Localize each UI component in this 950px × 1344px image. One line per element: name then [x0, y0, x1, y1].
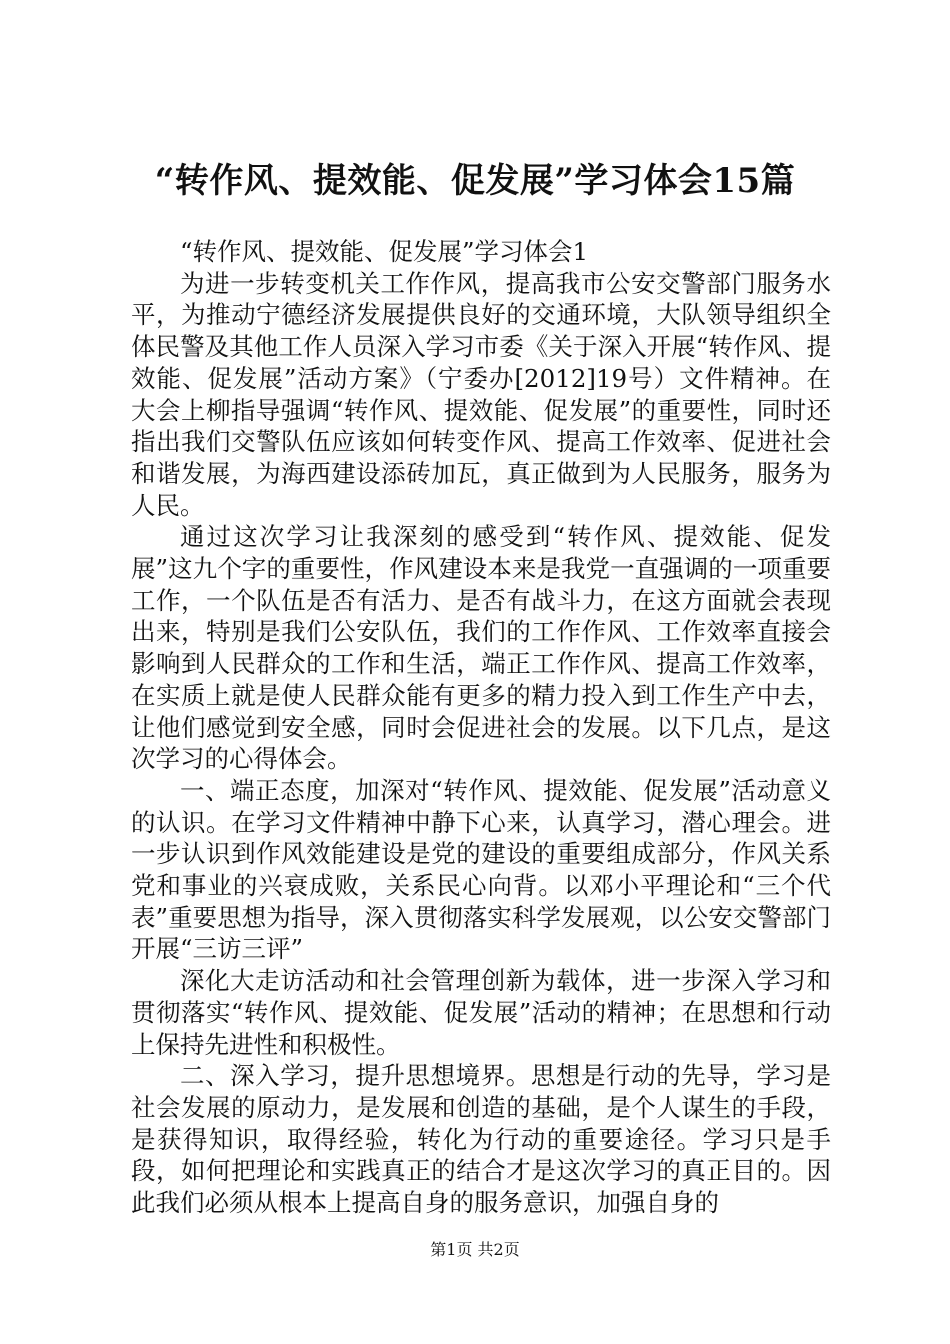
section-heading: “转作风、提效能、促发展”学习体会1 [180, 237, 589, 266]
body-paragraph: 为进一步转变机关工作作风，提高我市公安交警部门服务水平，为推动宁德经济发展提供良好的交通环境，大队领导组织全体民警及其他工作人员深入学习市委《关于深入开展“转作风、提效能、促发展”活动方案》（宁委办[2012]19号）文件精神。在大会上柳指导强调“转作风、提效能、促发展”的重要性，同时还指出我们交警队伍应该如何转变作风、提高工作效率、促进社会和谐发展，为海西建设添砖加瓦，真正做到为人民服务，服务为人民。 [131, 268, 831, 520]
document-body [131, 236, 831, 1219]
body-paragraph: 一、端正态度，加深对“转作风、提效能、促发展”活动意义的认识。在学习文件精神中静下心来，认真学习，潜心理会。进一步认识到作风效能建设是党的建设的重要组成部分，作风关系党和事业的兴衰成败，关系民心向背。以邓小平理论和“三个代表”重要思想为指导，深入贯彻落实科学发展观，以公安交警部门开展“三访三评” [131, 775, 831, 964]
body-paragraph: 二、深入学习，提升思想境界。思想是行动的先导，学习是社会发展的原动力，是发展和创造的基础，是个人谋生的手段，是获得知识，取得经验，转化为行动的重要途径。学习只是手段，如何把理论和实践真正的结合才是这次学习的真正目的。因此我们必须从根本上提高自身的服务意识，加强自身的 [131, 1061, 831, 1218]
body-paragraph: 深化大走访活动和社会管理创新为载体，进一步深入学习和贯彻落实“转作风、提效能、促发展”活动的精神；在思想和行动上保持先进性和积极性。 [131, 966, 831, 1059]
body-paragraph: 通过这次学习让我深刻的感受到“转作风、提效能、促发展”这九个字的重要性，作风建设本来是我党一直强调的一项重要工作，一个队伍是否有活力、是否有战斗力，在这方面就会表现出来，特别是我们公安队伍，我们的工作作风、工作效率直接会影响到人民群众的工作和生活，端正工作作风、提高工作效率，在实质上就是使人民群众能有更多的精力投入到工作生产中去，让他们感觉到安全感，同时会促进社会的发展。以下几点，是这次学习的心得体会。 [131, 522, 831, 774]
page-number-footer: 第1页 共2页 [430, 1240, 520, 1259]
document-title: “转作风、提效能、促发展”学习体会15篇 [154, 161, 796, 201]
